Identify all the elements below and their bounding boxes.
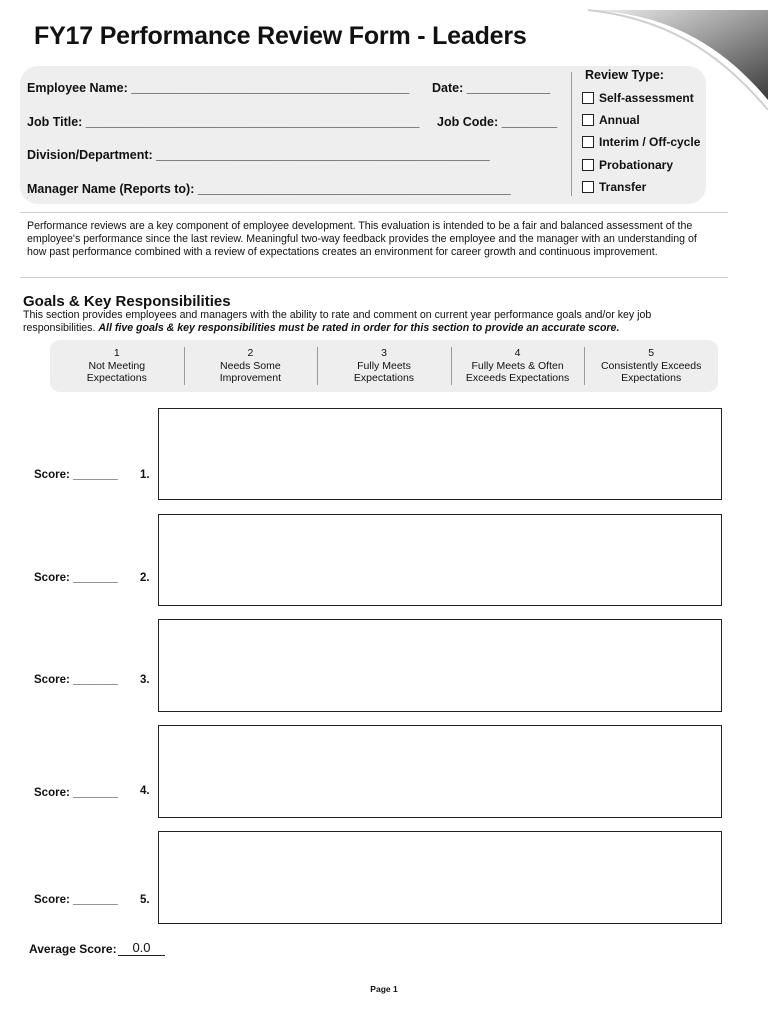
checkbox-icon[interactable] [582,114,594,126]
checkbox-icon[interactable] [582,136,594,148]
review-type-option-label: Annual [599,113,640,127]
rating-scale-item [451,347,585,385]
goal-text-box[interactable] [158,619,722,712]
employee-name-field[interactable]: Employee Name: ________________________________________ [27,81,410,95]
rating-number: 3 [381,347,387,360]
review-type-option[interactable] [582,135,700,149]
review-type-option-label: Self-assessment [599,91,694,105]
goal-number: 1. [140,469,150,481]
goal-score-field[interactable]: Score: _______ [34,787,118,799]
rating-scale-item [584,347,718,385]
review-type-option[interactable] [582,158,673,172]
checkbox-icon[interactable] [582,181,594,193]
goal-number: 4. [140,785,150,797]
rating-scale-item [184,347,318,385]
review-type-option[interactable] [582,91,694,105]
checkbox-icon[interactable] [582,92,594,104]
goal-number: 2. [140,572,150,584]
checkbox-icon[interactable] [582,159,594,171]
goal-text-box[interactable] [158,408,722,500]
goal-text-box[interactable] [158,725,722,818]
rating-label-line2: Expectations [621,372,682,385]
review-type-option[interactable] [582,180,646,194]
rating-label-line2: Expectations [353,372,415,385]
average-score-label: Average Score: [29,942,117,956]
goal-score-field[interactable]: Score: _______ [34,674,118,686]
rating-label-line2: Expectations [86,372,147,385]
goals-section-title: Goals & Key Responsibilities [23,293,231,310]
intro-top-rule [20,212,728,213]
intro-paragraph: Performance reviews are a key component of employee development. This evaluation is intended to be a fair and balanced assessment of the employee's performance since the last review. Meaningful two-way feedback provides the employee and the manager with an understanding of how past performance combined with a review of expectations creates an environment for career growth and continuous improvement. [27,220,697,258]
goals-description-emphasis: All five goals & key responsibilities must be rated in order for this section to provide an accurate score. [98,322,620,334]
rating-label-line1: Needs Some [220,359,281,372]
rating-scale-item [50,347,184,385]
average-score-value: 0.0 [118,940,165,956]
review-type-option[interactable] [582,113,640,127]
goals-description-text: This section provides employees and managers with the ability to rate and comment on current year performance goals and/or key job responsibilities. [23,309,652,334]
goal-score-field[interactable]: Score: _______ [34,469,118,481]
manager-name-field[interactable]: Manager Name (Reports to): _____________________________________________ [27,182,511,196]
rating-label-line2: Improvement [219,372,282,385]
rating-scale-item [317,347,451,385]
goal-number: 5. [140,894,150,906]
rating-label-line1: Consistently Exceeds [600,359,702,372]
division-department-field[interactable]: Division/Department: ________________________________________________ [27,148,490,162]
rating-number: 2 [247,347,254,360]
review-type-option-label: Probationary [599,158,674,172]
goal-score-field[interactable]: Score: _______ [34,572,118,584]
rating-number: 4 [514,347,521,360]
info-divider [571,72,572,196]
rating-label-line1: Not Meeting [88,359,146,372]
rating-label-line1: Fully Meets [357,359,411,372]
date-field[interactable]: Date: ____________ [432,81,551,95]
job-code-field[interactable]: Job Code: ________ [437,115,558,129]
review-type-option-label: Interim / Off-cycle [599,135,701,149]
goal-text-box[interactable] [158,831,722,924]
page-title: FY17 Performance Review Form - Leaders [34,22,527,50]
goal-score-field[interactable]: Score: _______ [34,894,118,906]
review-type-option-label: Transfer [599,180,647,194]
rating-number: 1 [113,347,120,360]
rating-scale [50,340,718,392]
rating-label-line2: Exceeds Expectations [465,372,570,385]
job-title-field[interactable]: Job Title: ________________________________________________ [27,115,420,129]
rating-number: 5 [648,347,655,360]
goal-number: 3. [140,674,150,686]
review-type-label: Review Type: [585,68,664,82]
goals-section-description [23,309,723,335]
page-number: Page 1 [370,984,398,994]
rating-label-line1: Fully Meets & Often [471,359,564,372]
goal-text-box[interactable] [158,514,722,606]
intro-bottom-rule [20,277,728,278]
